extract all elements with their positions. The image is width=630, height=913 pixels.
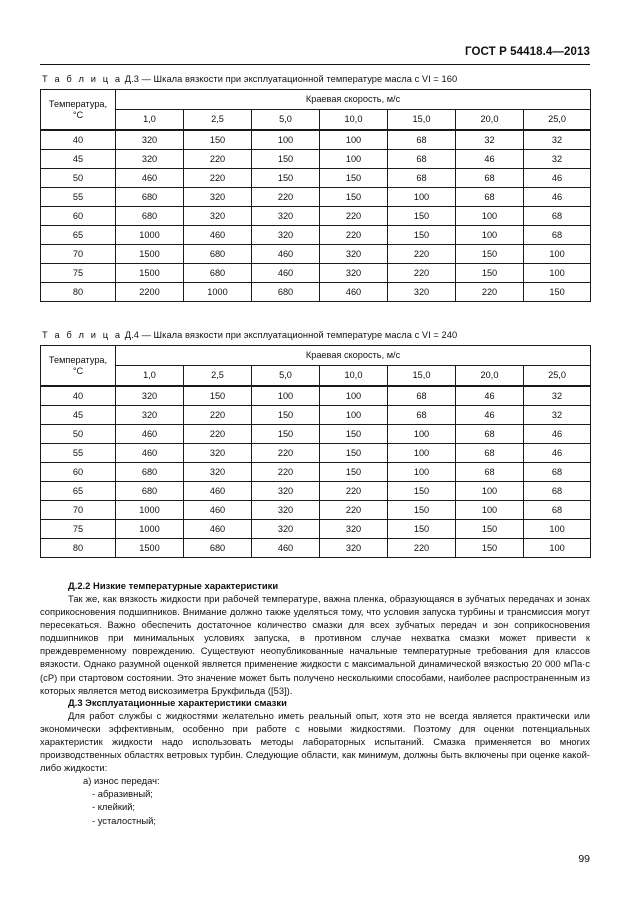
wear-type-list [40,787,590,826]
section-heading-d22: Д.2.2 Низкие температурные характеристики [68,580,279,591]
table-row [41,501,591,520]
table-cell-value: 320 [184,188,252,207]
table-caption-number: Д.4 [124,330,139,340]
table-cell-value: 68 [388,406,456,425]
table-cell-temperature: 65 [41,482,116,501]
table-cell-value: 150 [388,226,456,245]
table-cell-temperature: 45 [41,406,116,425]
table-d3-col-header: 15,0 [388,110,456,131]
table-cell-value: 150 [252,406,320,425]
table-cell-value: 68 [456,463,524,482]
table-cell-value: 150 [388,520,456,539]
table-cell-value: 460 [252,539,320,558]
section-heading-d3: Д.3 Эксплуатационные характеристики смазки [68,696,287,708]
table-row [41,539,591,558]
table-cell-value: 220 [388,264,456,283]
table-cell-value: 68 [456,188,524,207]
table-cell-value: 68 [388,169,456,188]
table-cell-value: 460 [116,444,184,463]
table-d3-col-header: 25,0 [524,110,591,131]
table-cell-value: 46 [524,188,591,207]
table-d3-col-header: 5,0 [252,110,320,131]
table-cell-temperature: 55 [41,188,116,207]
table-cell-value: 46 [456,150,524,169]
table-cell-value: 220 [388,245,456,264]
table-cell-temperature: 60 [41,207,116,226]
table-cell-value: 680 [252,283,320,302]
table-row [41,520,591,539]
table-cell-value: 460 [116,425,184,444]
table-cell-value: 320 [320,245,388,264]
table-cell-value: 320 [320,539,388,558]
table-cell-value: 220 [320,207,388,226]
table-cell-value: 460 [184,520,252,539]
table-d4-header-temperature-unit: °C [72,365,84,376]
table-cell-value: 460 [184,226,252,245]
table-cell-value: 68 [456,169,524,188]
table-cell-value: 150 [320,169,388,188]
table-cell-value: 220 [252,444,320,463]
table-cell-value: 100 [524,539,591,558]
table-cell-value: 150 [456,520,524,539]
table-cell-value: 220 [456,283,524,302]
table-cell-value: 46 [524,169,591,188]
page-number: 99 [578,853,590,865]
table-d3-col-header: 1,0 [116,110,184,131]
table-cell-value: 460 [184,501,252,520]
table-cell-temperature: 75 [41,264,116,283]
viscosity-table-d4 [40,345,591,558]
table-cell-temperature: 40 [41,130,116,150]
table-row [41,386,591,406]
table-cell-temperature: 50 [41,169,116,188]
list-item: - усталостный; [92,814,156,826]
table-d4-col-header: 25,0 [524,366,591,387]
table-cell-value: 32 [524,130,591,150]
table-row [41,207,591,226]
table-cell-value: 100 [252,386,320,406]
table-row [41,283,591,302]
table-cell-value: 460 [184,482,252,501]
table-cell-value: 150 [320,425,388,444]
table-row [41,482,591,501]
table-cell-value: 46 [456,406,524,425]
table-cell-value: 220 [320,482,388,501]
table-cell-value: 320 [388,283,456,302]
table-cell-value: 150 [456,264,524,283]
table-cell-value: 100 [456,501,524,520]
table-cell-value: 320 [320,520,388,539]
table-cell-temperature: 70 [41,245,116,264]
table-caption-number: Д.3 [124,74,139,84]
table-cell-value: 460 [252,245,320,264]
table-cell-value: 1500 [116,539,184,558]
table-cell-value: 150 [456,539,524,558]
table-row [41,444,591,463]
table-cell-value: 1000 [184,283,252,302]
table-cell-value: 220 [252,463,320,482]
table-d4-col-header: 15,0 [388,366,456,387]
table-cell-value: 68 [456,444,524,463]
table-cell-value: 320 [116,386,184,406]
table-cell-temperature: 40 [41,386,116,406]
table-cell-value: 150 [388,482,456,501]
table-caption-text: — Шкала вязкости при эксплуатационной температуре масла с VI = 240 [141,330,458,340]
table-cell-value: 220 [184,150,252,169]
table-cell-value: 100 [388,444,456,463]
table-cell-value: 68 [388,130,456,150]
table-cell-value: 68 [524,501,591,520]
table-cell-value: 68 [456,425,524,444]
table-cell-value: 1500 [116,264,184,283]
table-cell-value: 680 [184,264,252,283]
list-intro-wear: а) износ передач: [83,775,160,787]
header-divider [40,64,590,65]
table-cell-value: 220 [252,188,320,207]
table-cell-value: 680 [116,482,184,501]
table-cell-value: 220 [320,501,388,520]
table-cell-value: 150 [524,283,591,302]
spacer [40,558,590,580]
table-cell-value: 220 [184,406,252,425]
table-cell-value: 320 [252,226,320,245]
table-cell-value: 1500 [116,245,184,264]
table-d4-header-temperature-label: Температура, [48,354,108,365]
table-cell-value: 320 [116,150,184,169]
table-d3-header-temperature-unit: °C [72,109,84,120]
table-cell-value: 100 [320,130,388,150]
table-cell-value: 150 [320,463,388,482]
table-d3-header-temperature [41,90,116,131]
table-d4-col-header: 5,0 [252,366,320,387]
table-row [41,226,591,245]
table-cell-value: 150 [252,150,320,169]
table-cell-value: 100 [524,264,591,283]
table-cell-value: 100 [456,482,524,501]
table-cell-value: 100 [320,150,388,169]
table-row [41,188,591,207]
table-d3-col-header: 2,5 [184,110,252,131]
table-cell-temperature: 55 [41,444,116,463]
table-row [41,463,591,482]
table-d4-col-header: 2,5 [184,366,252,387]
table-cell-value: 100 [320,386,388,406]
table-d4-body [41,386,591,558]
table-cell-temperature: 80 [41,539,116,558]
table-cell-value: 460 [116,169,184,188]
table-d3-header-temperature-label: Температура, [48,98,108,109]
table-cell-value: 150 [184,386,252,406]
viscosity-table-d3 [40,89,591,302]
table-d4-header-temperature [41,346,116,387]
table-cell-value: 32 [524,150,591,169]
table-cell-value: 220 [184,169,252,188]
table-cell-value: 68 [388,386,456,406]
table-d3-col-header: 10,0 [320,110,388,131]
table-cell-temperature: 75 [41,520,116,539]
table-cell-value: 32 [456,130,524,150]
table-cell-value: 46 [456,386,524,406]
table-d3-body [41,130,591,302]
table-cell-value: 100 [388,425,456,444]
table-cell-value: 460 [320,283,388,302]
table-d3-header-speed-group: Краевая скорость, м/с [116,90,591,110]
table-cell-value: 68 [524,482,591,501]
table-row [41,130,591,150]
list-item: - клейкий; [92,801,136,813]
table-cell-value: 220 [184,425,252,444]
table-cell-value: 100 [456,207,524,226]
table-d4-header-speed-group: Краевая скорость, м/с [116,346,591,366]
table-d3-col-header: 20,0 [456,110,524,131]
table-cell-value: 320 [184,463,252,482]
table-cell-temperature: 50 [41,425,116,444]
table-cell-value: 68 [524,226,591,245]
table-cell-value: 680 [184,539,252,558]
table-cell-value: 320 [116,130,184,150]
table-caption-label: Т а б л и ц а [42,74,123,84]
table-caption-label: Т а б л и ц а [42,330,123,340]
table-cell-value: 320 [252,207,320,226]
table-cell-value: 100 [320,406,388,425]
table-cell-value: 68 [524,463,591,482]
page-content [40,74,590,827]
table-cell-value: 320 [252,482,320,501]
table-cell-temperature: 60 [41,463,116,482]
table-cell-value: 220 [388,539,456,558]
table-d4-col-header: 20,0 [456,366,524,387]
section-paragraph-d3: Для работ службы с жидкостями желательно иметь реальный опыт, хотя это не всегда является практически или экономически эффективным, особенно при работе с новыми жидкостями. Поэтому для оценки потенциальных характеристик жидкости надо использовать методы лабораторных испытаний. Смазка применяется во многих производственных областях ветровых турбин. Следующие области, как минимум, должны быть включены при оценке какой-либо жидкости: [40,709,590,774]
table-cell-value: 320 [116,406,184,425]
table-caption-d4 [42,330,590,340]
list-item: - абразивный; [92,788,153,800]
table-cell-temperature: 45 [41,150,116,169]
table-cell-temperature: 65 [41,226,116,245]
table-cell-temperature: 80 [41,283,116,302]
table-cell-value: 100 [252,130,320,150]
table-cell-value: 320 [184,444,252,463]
table-cell-value: 150 [320,444,388,463]
spacer [40,302,590,330]
table-cell-value: 150 [388,207,456,226]
table-cell-value: 100 [388,188,456,207]
table-cell-value: 1000 [116,520,184,539]
table-cell-value: 1000 [116,226,184,245]
table-cell-value: 150 [184,130,252,150]
table-row [41,406,591,425]
table-cell-value: 46 [524,425,591,444]
table-cell-value: 46 [524,444,591,463]
table-cell-value: 100 [524,520,591,539]
table-row [41,245,591,264]
table-row [41,425,591,444]
table-block-d4 [40,330,590,558]
table-cell-temperature: 70 [41,501,116,520]
table-cell-value: 100 [388,463,456,482]
table-cell-value: 150 [252,425,320,444]
table-cell-value: 220 [320,226,388,245]
table-cell-value: 460 [252,264,320,283]
document-standard-id: ГОСТ Р 54418.4—2013 [465,46,590,58]
table-caption-text: — Шкала вязкости при эксплуатационной температуре масла с VI = 160 [141,74,458,84]
table-d4-col-header: 1,0 [116,366,184,387]
table-cell-value: 680 [116,207,184,226]
table-cell-value: 320 [252,520,320,539]
table-cell-value: 2200 [116,283,184,302]
table-block-d3 [40,74,590,302]
table-cell-value: 680 [184,245,252,264]
table-cell-value: 68 [388,150,456,169]
table-cell-value: 320 [252,501,320,520]
table-caption-d3 [42,74,590,84]
table-cell-value: 32 [524,406,591,425]
table-row [41,150,591,169]
table-row [41,169,591,188]
table-d4-col-header: 10,0 [320,366,388,387]
section-paragraph-d22: Так же, как вязкость жидкости при рабочей температуре, важна пленка, образующаяся в зубчатых передачах и зонах соприкосновения подшипников. Внимание должно также уделяться тому, что условия запуска турбины и трансмиссия могут пересекаться. Важно обеспечить достаточное количество смазки для всех зубчатых передач и зон соприкосновения подшипников при минимальных условиях запуска, в противном случае нехватка смазки может привести к преждевременному повреждению. Существуют неопубликованные начальные температурные требования для классов вязкости. Однако разумной оценкой является применение жидкости с максимальной динамической вязкостью 20 000 мПа·с (сР) при стартовом состоянии. Это значение может быть получено несколькими способами, наиболее распространенным из которых является метод вискозиметра Брукфильда ([53]). [40,593,590,696]
table-cell-value: 32 [524,386,591,406]
table-cell-value: 320 [320,264,388,283]
table-cell-value: 100 [456,226,524,245]
table-cell-value: 150 [320,188,388,207]
table-cell-value: 150 [252,169,320,188]
table-cell-value: 68 [524,207,591,226]
table-cell-value: 680 [116,188,184,207]
table-cell-value: 680 [116,463,184,482]
table-cell-value: 100 [524,245,591,264]
table-cell-value: 150 [456,245,524,264]
table-cell-value: 150 [388,501,456,520]
table-cell-value: 1000 [116,501,184,520]
table-row [41,264,591,283]
table-cell-value: 320 [184,207,252,226]
